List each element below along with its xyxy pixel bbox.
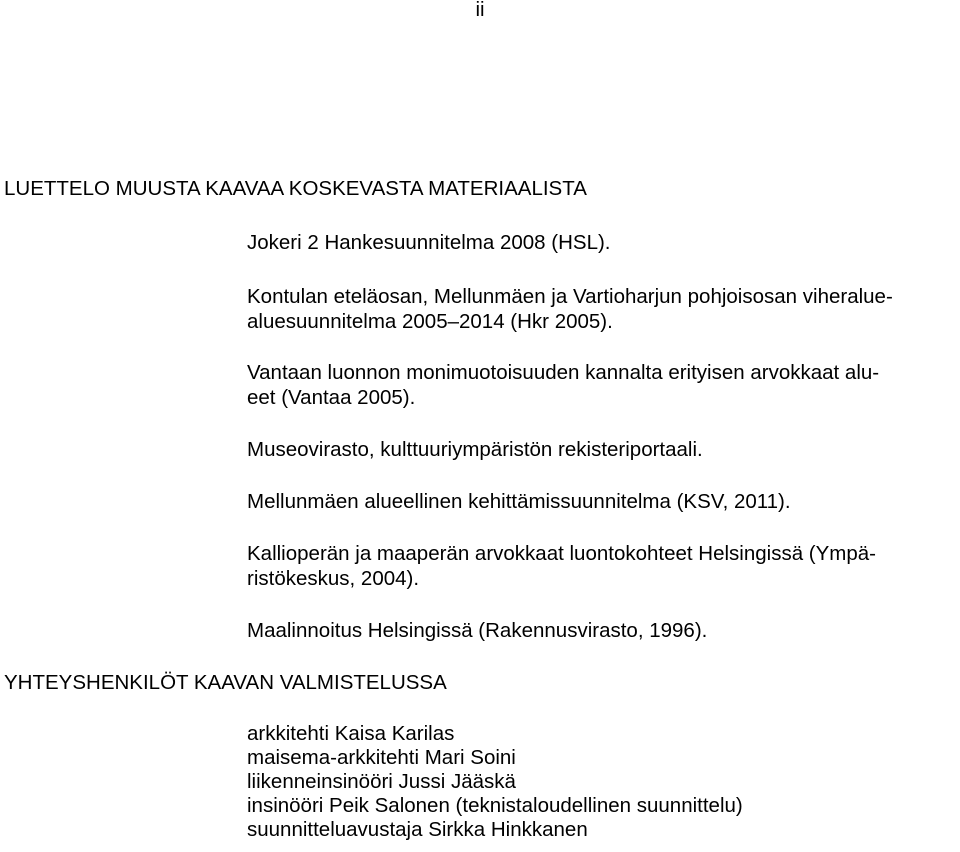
material-item-line: Vantaan luonnon monimuotoisuuden kannalta erityisen arvokkaat alu- xyxy=(247,361,880,384)
material-item xyxy=(247,489,791,514)
contact-person: suunnitteluavustaja Sirkka Hinkkanen xyxy=(247,818,588,841)
page-number: ii xyxy=(475,0,485,21)
contact-person: maisema-arkkitehti Mari Soini xyxy=(247,746,516,769)
material-item xyxy=(247,230,611,255)
contact-person: insinööri Peik Salonen (teknistaloudellinen suunnittelu) xyxy=(247,794,743,817)
material-item xyxy=(247,437,703,462)
material-item-line: ristökeskus, 2004). xyxy=(247,567,420,590)
material-item-line: Kontulan eteläosan, Mellunmäen ja Vartioharjun pohjoisosan viheralue- xyxy=(247,285,893,308)
contact-person: liikenneinsinööri Jussi Jääskä xyxy=(247,770,516,793)
material-item-line: Jokeri 2 Hankesuunnitelma 2008 (HSL). xyxy=(247,231,611,254)
material-item xyxy=(247,618,707,643)
contacts-heading: YHTEYSHENKILÖT KAAVAN VALMISTELUSSA xyxy=(4,671,447,694)
material-item xyxy=(247,541,876,591)
materials-heading: LUETTELO MUUSTA KAAVAA KOSKEVASTA MATERIAALISTA xyxy=(4,177,587,200)
material-item xyxy=(247,360,879,410)
contact-person: arkkitehti Kaisa Karilas xyxy=(247,722,455,745)
material-item-line: Maalinnoitus Helsingissä (Rakennusvirasto, 1996). xyxy=(247,619,708,642)
material-item-line: Museovirasto, kulttuuriympäristön rekisteriportaali. xyxy=(247,438,703,461)
material-item-line: Kallioperän ja maaperän arvokkaat luontokohteet Helsingissä (Ympä- xyxy=(247,542,877,565)
material-item xyxy=(247,284,893,334)
material-item-line: aluesuunnitelma 2005–2014 (Hkr 2005). xyxy=(247,310,613,333)
material-item-line: eet (Vantaa 2005). xyxy=(247,386,416,409)
material-item-line: Mellunmäen alueellinen kehittämissuunnitelma (KSV, 2011). xyxy=(247,490,791,513)
contacts-list xyxy=(247,722,743,842)
